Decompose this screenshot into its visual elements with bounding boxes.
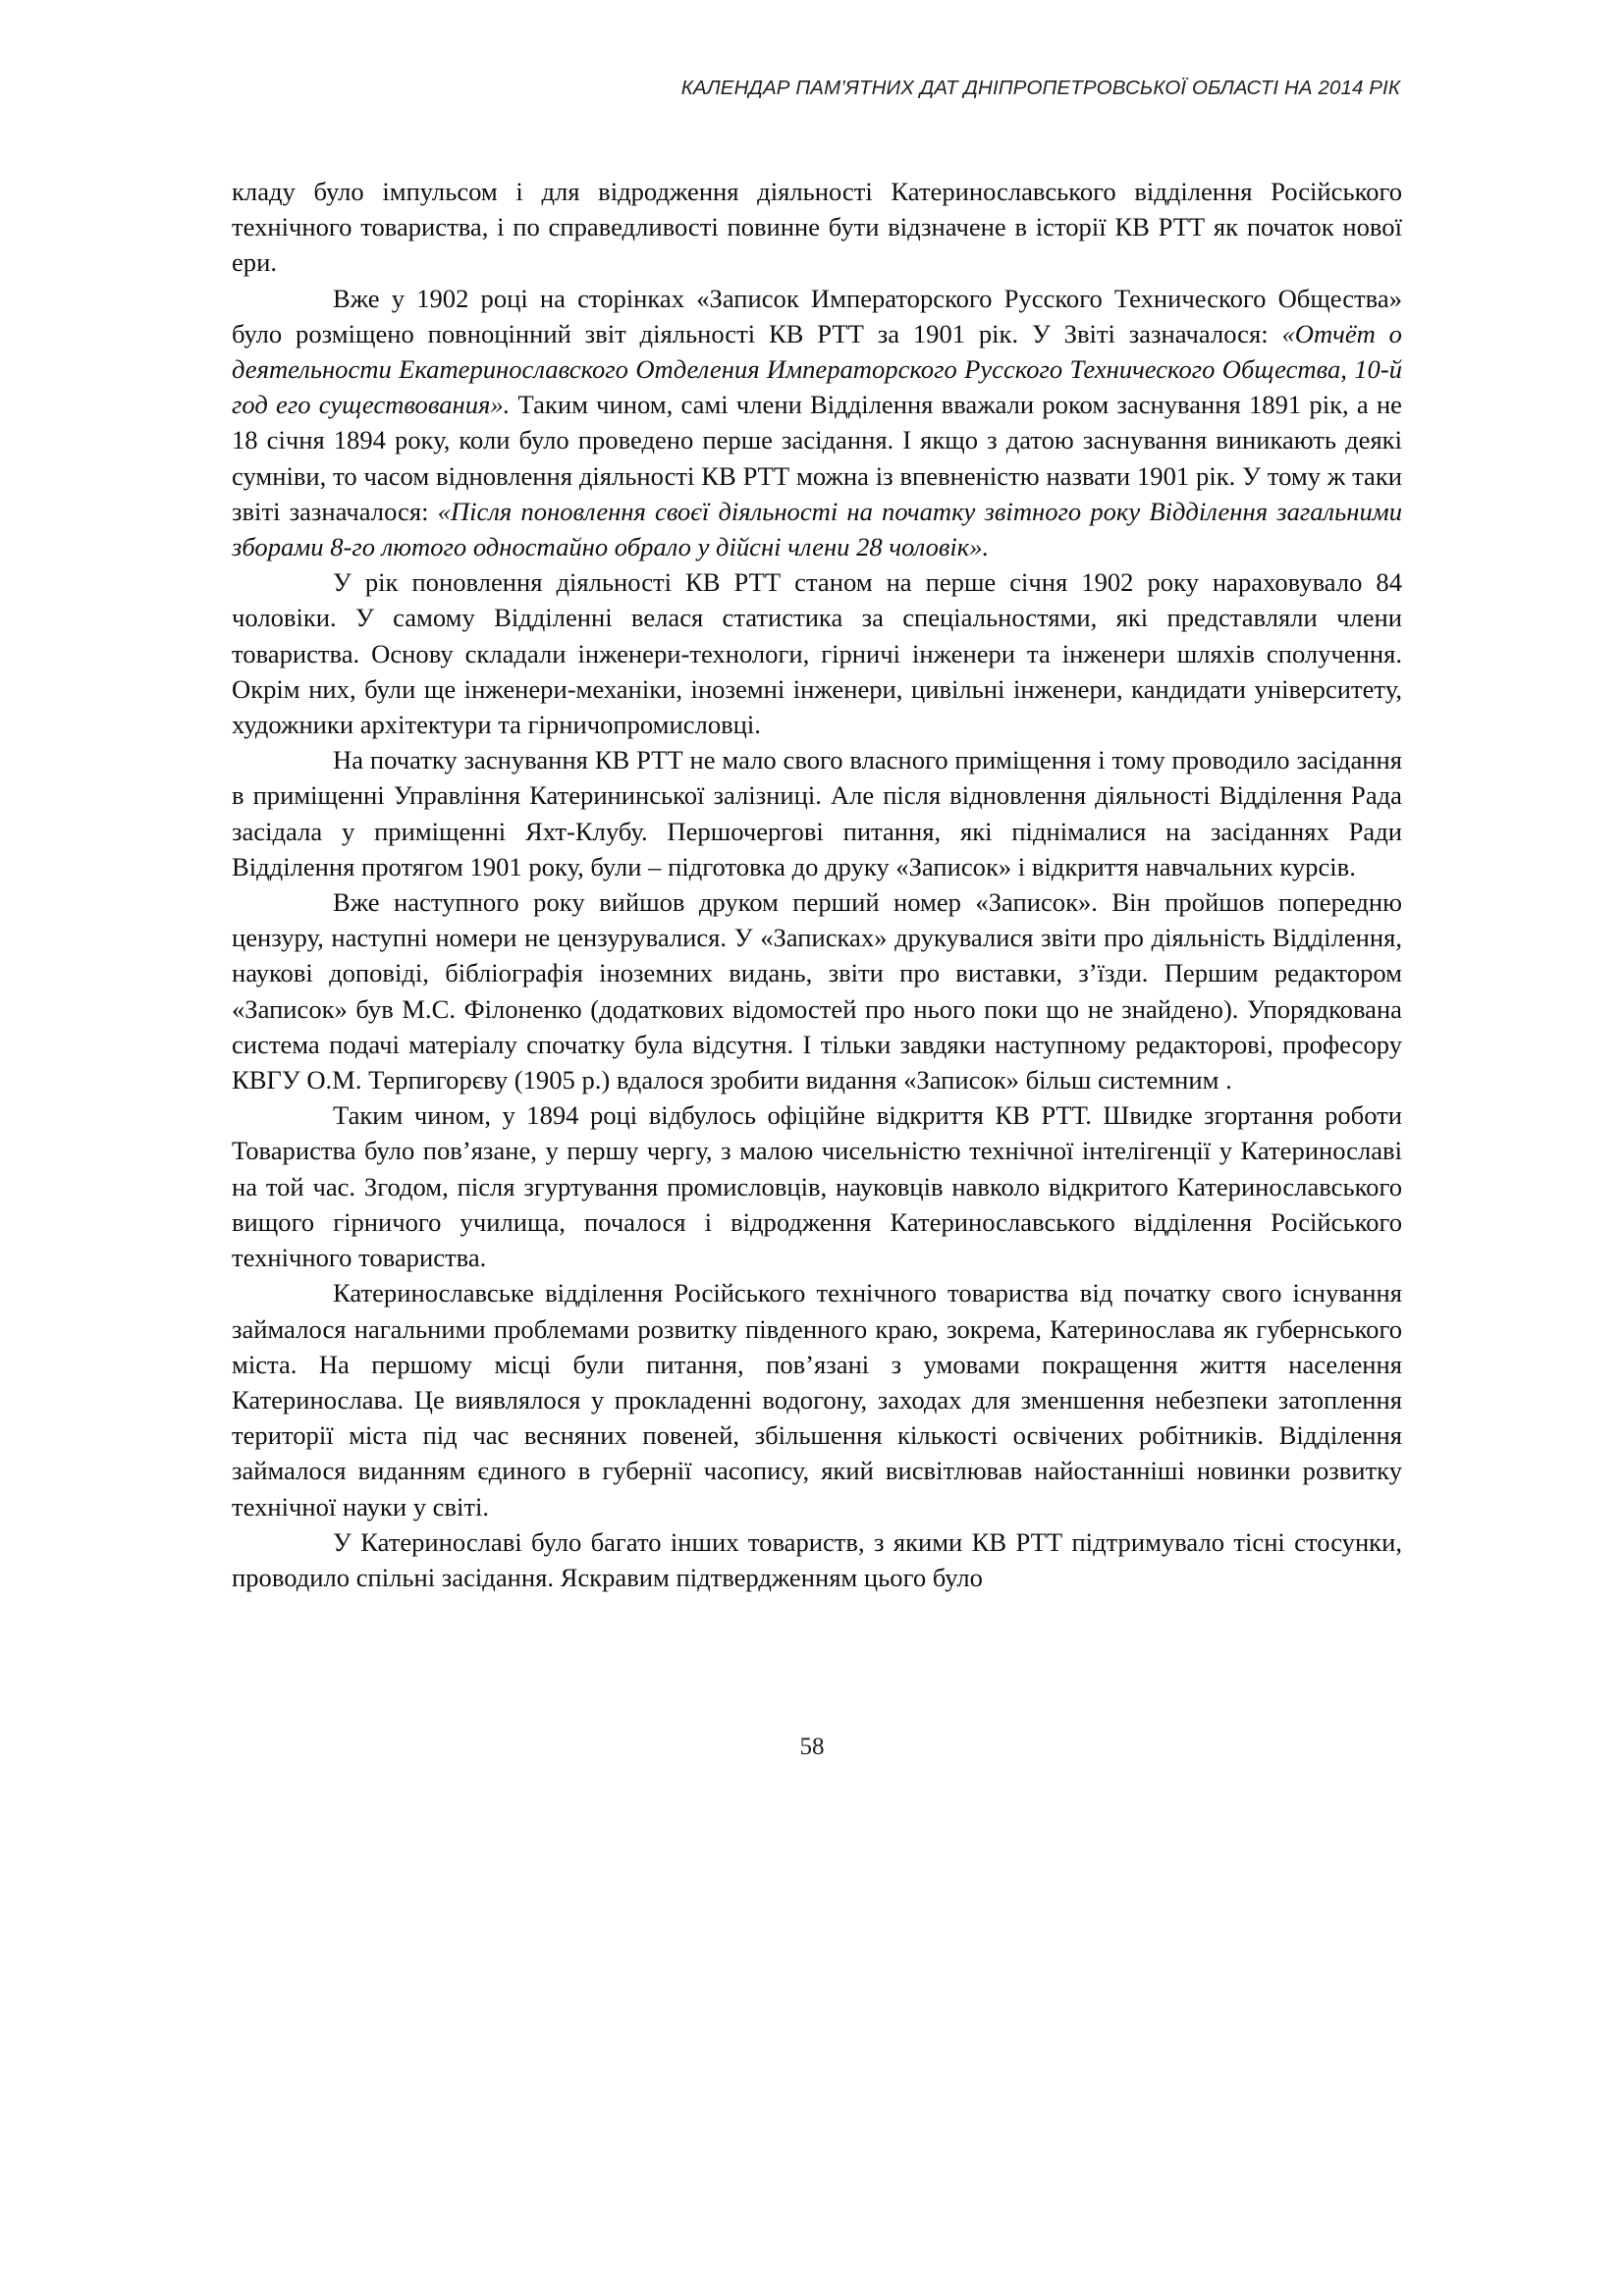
paragraph-6: Таким чином, у 1894 році відбулось офіційне відкриття КВ РТТ. Швидке згортання роботи Товариства було пов’язане, у першу чергу, з малою чисельністю технічної інтелігенції у Катеринославі на той час. Згодом, після згуртування промисловців, науковців навколо відкритого Катеринославського вищого гірничого училища, почалося і відродження Катеринославського відділення Російського технічного товариства. (232, 1100, 1402, 1273)
paragraph-7: Катеринославське відділення Російського технічного товариства від початку свого існування займалося нагальними проблемами розвитку південного краю, зокрема, Катеринослава як губернського міста. На першому місці були питання, пов’язані з умовами покращення життя населення Катеринослава. Це виявлялося у прокладенні водогону, заходах для зменшення небезпеки затоплення території міста під час весняних повеней, збільшення кількості освічених робітників. Відділення займалося виданням єдиного в губернії часопису, який висвітлював найостанніші новинки розвитку технічної науки у світі. (232, 1278, 1402, 1522)
body-text (232, 174, 1402, 1595)
paragraph-4: На початку заснування КВ РТТ не мало свого власного приміщення і тому проводило засідання в приміщенні Управління Катерининської залізниці. Але після відновлення діяльності Відділення Рада засідала у приміщенні Яхт-Клубу. Першочергові питання, які піднімалися на засіданнях Ради Відділення протягом 1901 року, були – підготовка до друку «Записок» і відкриття навчальних курсів. (232, 745, 1402, 881)
page-number: 58 (799, 1734, 825, 1760)
paragraph-2 (232, 281, 1402, 565)
paragraph-5: Вже наступного року вийшов друком перший номер «Записок». Він пройшов попередню цензуру, наступні номери не цензурувалися. У «Записках» друкувалися звіти про діяльність Відділення, наукові доповіді, бібліографія іноземних видань, звіти про виставки, з’їзди. Першим редактором «Записок» був М.С. Філоненко (додаткових відомостей про нього поки що не знайдено). Упорядкована система подачі матеріалу спочатку була відсутня. І тільки завдяки наступному редакторові, професору КВГУ О.М. Терпигорєву (1905 р.) вдалося зробити видання «Записок» більш системним . (232, 887, 1402, 1095)
paragraph-2-text-b: Таким чином, самі члени Відділення вважали роком заснування 1891 рік, а не 18 січня 1894 року, коли було проведено перше засідання. І якщо з датою заснування виникають деякі сумніви, то часом відновлення діяльності КВ РТТ можна із впевненістю назвати 1901 рік. У тому ж таки звіті зазначалося: (232, 390, 1402, 526)
paragraph-3: У рік поновлення діяльності КВ РТТ станом на перше січня 1902 року нараховувало 84 чоловіки. У самому Відділенні велася статистика за спеціальностями, які представляли члени товариства. Основу складали інженери-технологи, гірничі інженери та інженери шляхів сполучення. Окрім них, були ще інженери-механіки, іноземні інженери, цивільні інженери, кандидати університету, художники архітектури та гірничопромисловці. (232, 567, 1402, 740)
running-header: КАЛЕНДАР ПАМ’ЯТНИХ ДАТ ДНІПРОПЕТРОВСЬКОЇ ОБЛАСТІ НА 2014 РІК (680, 77, 1400, 99)
paragraph-8: У Катеринославі було багато інших товариств, з якими КВ РТТ підтримувало тісні стосунки, проводило спільні засідання. Яскравим підтвердженням цього було (232, 1526, 1402, 1592)
paragraph-2-text-a: Вже у 1902 році на сторінках «Записок Императорского Русского Технического Общества» було розміщено повноцінний звіт діяльності КВ РТТ за 1901 рік. У Звіті зазначалося: (232, 283, 1402, 348)
paragraph-2-quote-1: «Отчёт о деятельности Екатеринославского Отделения Императорского Русского Технического Общества, 10-й год его существования». (232, 318, 1402, 420)
paragraph-1: кладу було імпульсом і для відродження діяльності Катеринославського відділення Російського технічного товариства, і по справедливості повинне бути відзначене в історії КВ РТТ як початок нової ери. (232, 177, 1402, 278)
paragraph-2-quote-2: «Після поновлення своєї діяльності на початку звітного року Відділення загальними зборами 8-го лютого одностайно обрало у дійсні члени 28 чоловік». (232, 496, 1403, 562)
